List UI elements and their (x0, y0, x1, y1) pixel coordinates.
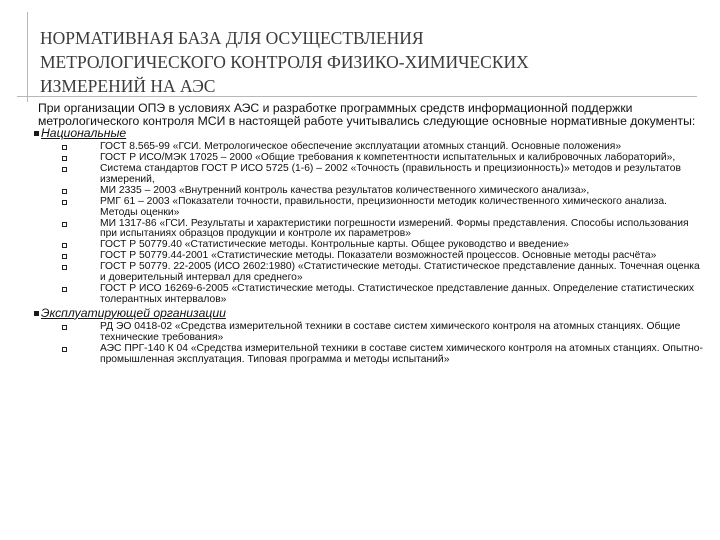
list-item: ГОСТ Р 50779.40 «Статистические методы. Контрольные карты. Общее руководство и введение» (38, 240, 706, 251)
list-item: ГОСТ Р ИСО 16269-6-2005 «Статистические методы. Статистическое представление данных. Определение статистических толерантных интервалов» (38, 284, 706, 306)
checkbox-bullet-icon (62, 145, 67, 150)
checkbox-bullet-icon (62, 189, 67, 194)
section-national (34, 127, 706, 140)
checkbox-bullet-icon (62, 243, 67, 248)
checkbox-bullet-icon (62, 222, 67, 227)
bullet-square-icon (34, 311, 39, 316)
list-item: АЭС ПРГ-140 К 04 «Средства измерительной техники в составе систем химического контроля на атомных станциях. Опытно-промышленная эксплуатация. Типовая программа и методы испытаний» (38, 344, 706, 366)
section-label: Национальные (41, 126, 127, 141)
slide-body (38, 102, 706, 366)
bullet-square-icon (34, 131, 39, 136)
checkbox-bullet-icon (62, 156, 67, 161)
list-item: РМГ 61 – 2003 «Показатели точности, правильности, прецизионности методик количественного химического анализа. Методы оценки» (38, 197, 706, 219)
checkbox-bullet-icon (62, 200, 67, 205)
section-label: Эксплуатирующей организации (41, 305, 226, 320)
list-item: МИ 1317-86 «ГСИ. Результаты и характеристики погрешности измерений. Формы представления. Способы использования при испытаниях образцов продукции и контроле их параметров» (38, 219, 706, 241)
list-item: ГОСТ Р 50779. 22-2005 (ИСО 2602:1980) «Статистические методы. Статистическое представление данных. Точечная оценка и доверительный интервал для среднего» (38, 262, 706, 284)
list-item: ГОСТ Р 50779.44-2001 «Статистические методы. Показатели возможностей процессов. Основные методы расчёта» (38, 251, 706, 262)
operator-documents-list (38, 322, 706, 366)
list-item: РД ЭО 0418-02 «Средства измерительной техники в составе систем химического контроля на атомных станциях. Общие технические требования» (38, 322, 706, 344)
section-operator (34, 307, 706, 320)
title-line: МЕТРОЛОГИЧЕСКОГО КОНТРОЛЯ ФИЗИКО-ХИМИЧЕСКИХ (40, 52, 529, 72)
checkbox-bullet-icon (62, 265, 67, 270)
list-item: Система стандартов ГОСТ Р ИСО 5725 (1-6) – 2002 «Точность (правильность и прецизионность)» методов и результатов измерений, (38, 164, 706, 186)
checkbox-bullet-icon (62, 347, 67, 352)
title-line: ИЗМЕРЕНИЙ НА АЭС (40, 76, 216, 96)
slide-title (40, 26, 690, 98)
list-item: ГОСТ 8.565-99 «ГСИ. Метрологическое обеспечение эксплуатации атомных станций. Основные положения» (38, 142, 706, 153)
list-item: ГОСТ Р ИСО/МЭК 17025 – 2000 «Общие требования к компетентности испытательных и калибровочных лабораторий», (38, 153, 706, 164)
checkbox-bullet-icon (62, 167, 67, 172)
list-item: МИ 2335 – 2003 «Внутренний контроль качества результатов количественного химического анализа», (38, 186, 706, 197)
intro-paragraph: При организации ОПЭ в условиях АЭС и разработке программных средств информационной поддержки метрологического контроля МСИ в настоящей работе учитывались следующие основные нормативные документы: (38, 101, 696, 128)
decorative-vertical-line (27, 12, 28, 102)
title-line: НОРМАТИВНАЯ БАЗА ДЛЯ ОСУЩЕСТВЛЕНИЯ (40, 28, 424, 48)
checkbox-bullet-icon (62, 287, 67, 292)
national-documents-list (38, 142, 706, 306)
checkbox-bullet-icon (62, 325, 67, 330)
checkbox-bullet-icon (62, 254, 67, 259)
